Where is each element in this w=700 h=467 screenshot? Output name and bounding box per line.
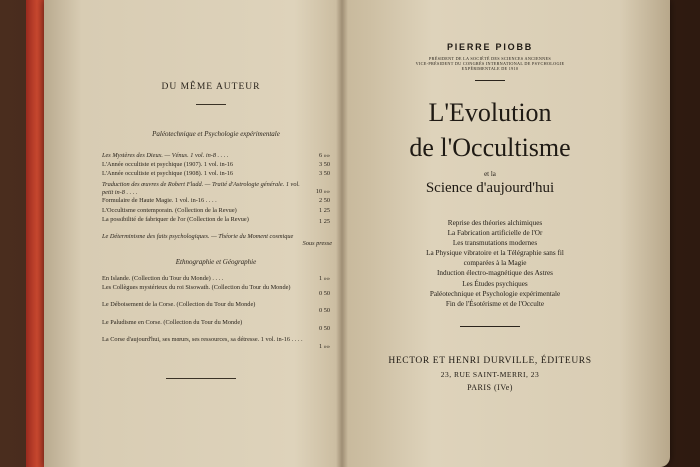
book-entry: Le Paludisme en Corse. (Collection du Tour du Monde) <box>102 319 243 326</box>
book-entry: L'Année occultiste et psychique (1907). 1 vol. in-16 <box>102 161 234 168</box>
right-page <box>350 0 650 467</box>
book-price: Sous presse <box>302 240 332 247</box>
author-name: PIERRE PIOBB <box>446 42 534 52</box>
book-entry: Traduction des œuvres de Robert Fludd. — Traité d'Astrologie générale. 1 vol. petit in-8 . . . . <box>102 181 300 196</box>
contents-item: Les Études psychiques <box>462 279 528 288</box>
contents-item: Reprise des théories alchimiques <box>447 219 543 227</box>
closing-rule <box>166 378 236 379</box>
book-entry: Les Mystères des Dieux. — Vénus. 1 vol. in-8 . . . . <box>102 152 229 159</box>
book-price: 3 50 <box>318 170 330 177</box>
book-entry: Le Déterminisme des faits psychologiques. — Théorie du Moment cosmique <box>102 233 294 240</box>
contents-item: La Fabrication artificielle de l'Or <box>447 229 543 238</box>
contents-item: Fin de l'Ésotérisme et de l'Occulte <box>445 299 545 308</box>
section-title: Ethnographie et Géographie <box>175 258 257 266</box>
heading-rule <box>196 104 226 105</box>
book-price: 0 50 <box>318 325 330 332</box>
publisher-name: HECTOR ET HENRI DURVILLE, ÉDITEURS <box>388 356 592 366</box>
book-entry: En Islande. (Collection du Tour du Monde) . . . . <box>102 275 224 282</box>
book-price: 1 25 <box>318 218 330 225</box>
publisher-address: 23, RUE SAINT-MERRI, 23 <box>440 370 540 379</box>
contents-item: Induction électro-magnétique des Astres <box>437 269 553 278</box>
book-entry: L'Occultisme contemporain. (Collection de la Revue) <box>102 207 237 214</box>
book-entry: L'Année occultiste et psychique (1908). 1 vol. in-16 <box>102 170 234 177</box>
book-title-line3: Science d'aujourd'hui <box>425 180 555 196</box>
contents-item: La Physique vibratoire et la Télégraphie sans fil <box>426 249 564 258</box>
contents-item: comparées à la Magie <box>463 259 527 268</box>
book-spine <box>336 0 348 467</box>
author-title-line: VICE-PRÉSIDENT DU CONGRÈS INTERNATIONAL DE PSYCHOLOGIE <box>415 61 565 66</box>
book-entry: La possibilité de fabriquer de l'or (Collection de la Revue) <box>102 216 249 223</box>
contents-item: Les transmutations modernes <box>452 239 538 248</box>
author-title-line: PRÉSIDENT DE LA SOCIÉTÉ DES SCIENCES ANCIENNES <box>429 56 551 61</box>
book-entry: Formulaire de Haute Magie. 1 vol. in-16 . . . . <box>102 197 217 204</box>
book-price: 1 »» <box>318 275 330 282</box>
publisher-rule <box>460 326 520 327</box>
left-page <box>96 0 336 467</box>
book-price: 2 50 <box>318 197 330 204</box>
book-price: 0 50 <box>318 307 330 314</box>
book-title-line2: de l'Occultisme <box>409 133 571 162</box>
publisher-city: PARIS (IVe) <box>467 383 513 392</box>
author-title-line: EXPÉRIMENTALE DE 1910 <box>461 66 519 71</box>
book-entry: La Corse d'aujourd'hui, ses mœurs, ses ressources, sa détresse. 1 vol. in-16 . . . . <box>102 336 303 343</box>
left-page-heading: DU MÊME AUTEUR <box>161 82 261 92</box>
section-title: Paléotechnique et Psychologie expérimentale <box>152 130 280 138</box>
book-price: 10 »» <box>315 188 330 195</box>
book-price: 1 »» <box>318 343 330 350</box>
contents-item: Paléotechnique et Psychologie expérimentale <box>429 289 561 298</box>
book-price: 1 25 <box>318 207 330 214</box>
author-rule <box>475 80 505 81</box>
book-price: 0 50 <box>318 290 330 297</box>
title-conjunction: et la <box>484 170 496 178</box>
book-price: 6 »» <box>318 152 330 159</box>
book-title-line1: L'Evolution <box>428 98 552 127</box>
book-price: 3 50 <box>318 161 330 168</box>
book-entry: Le Déboisement de la Corse. (Collection du Tour du Monde) <box>102 301 256 308</box>
contents-list <box>350 218 640 309</box>
book-entry: Les Collègues mystérieux du roi Sisowath. (Collection du Tour du Monde) <box>102 284 291 291</box>
